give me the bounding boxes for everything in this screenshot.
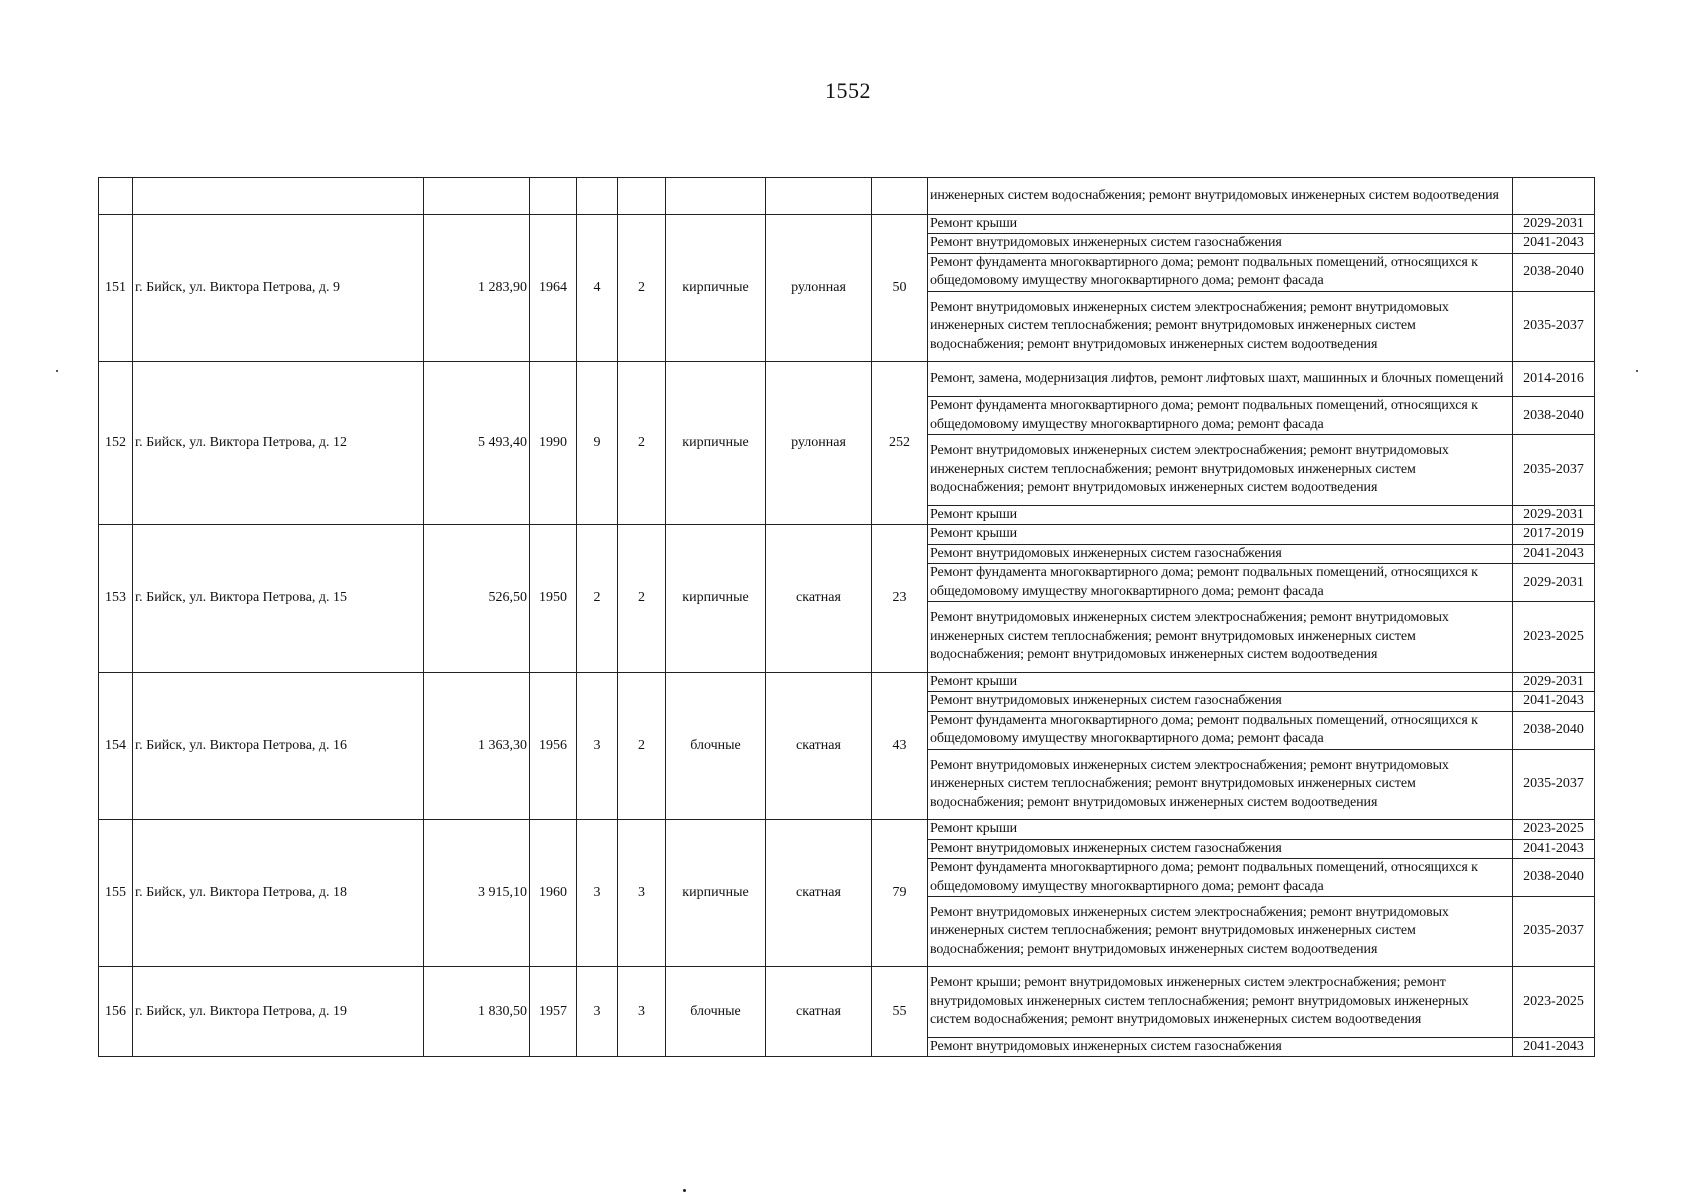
- building-address: г. Бийск, ул. Виктора Петрова, д. 12: [133, 362, 424, 525]
- work-description: Ремонт внутридомовых инженерных систем газоснабжения: [928, 692, 1513, 712]
- empty-cell: [766, 178, 872, 215]
- row-number: 152: [99, 362, 133, 525]
- floors-count: 3: [577, 820, 618, 967]
- building-address: г. Бийск, ул. Виктора Петрова, д. 19: [133, 967, 424, 1057]
- build-year: 1990: [530, 362, 577, 525]
- building-address: г. Бийск, ул. Виктора Петрова, д. 9: [133, 214, 424, 361]
- floors-count: 9: [577, 362, 618, 525]
- work-period: 2041-2043: [1513, 1037, 1595, 1057]
- work-description: Ремонт фундамента многоквартирного дома; ремонт подвальных помещений, относящихся к общедомовому имуществу многоквартирного дома; ремонт фасада: [928, 397, 1513, 435]
- work-period: 2038-2040: [1513, 859, 1595, 897]
- wall-material: блочные: [666, 672, 766, 819]
- work-description: Ремонт внутридомовых инженерных систем газоснабжения: [928, 234, 1513, 254]
- residents-count: 23: [872, 525, 928, 672]
- empty-cell: [666, 178, 766, 215]
- residents-count: 252: [872, 362, 928, 525]
- work-period: 2029-2031: [1513, 564, 1595, 602]
- work-description: Ремонт крыши: [928, 505, 1513, 525]
- row-number: 151: [99, 214, 133, 361]
- work-description: Ремонт крыши: [928, 820, 1513, 840]
- work-period: 2041-2043: [1513, 234, 1595, 254]
- table-body: [99, 178, 1595, 1057]
- work-period: 2029-2031: [1513, 505, 1595, 525]
- scan-speck: [56, 370, 58, 372]
- capital-repair-table: [98, 177, 1595, 1057]
- building-address: г. Бийск, ул. Виктора Петрова, д. 15: [133, 525, 424, 672]
- work-period: 2038-2040: [1513, 253, 1595, 291]
- floors-count: 3: [577, 672, 618, 819]
- work-period: 2035-2037: [1513, 291, 1595, 361]
- empty-cell: [133, 178, 424, 215]
- work-description: Ремонт крыши; ремонт внутридомовых инженерных систем электроснабжения; ремонт внутридомовых инженерных систем теплоснабжения; ремонт внутридомовых инженерных систем водоснабжения; ремонт внутридомовых инженерных систем водоотведения: [928, 967, 1513, 1037]
- empty-cell: [872, 178, 928, 215]
- work-period: 2014-2016: [1513, 362, 1595, 397]
- work-description: Ремонт крыши: [928, 525, 1513, 545]
- work-period: 2041-2043: [1513, 839, 1595, 859]
- table-row: [99, 967, 1595, 1037]
- work-description: Ремонт фундамента многоквартирного дома; ремонт подвальных помещений, относящихся к общедомовому имуществу многоквартирного дома; ремонт фасада: [928, 711, 1513, 749]
- work-period: 2041-2043: [1513, 692, 1595, 712]
- empty-cell: [424, 178, 530, 215]
- work-description: Ремонт внутридомовых инженерных систем газоснабжения: [928, 544, 1513, 564]
- work-description: Ремонт внутридомовых инженерных систем газоснабжения: [928, 1037, 1513, 1057]
- work-period: 2023-2025: [1513, 602, 1595, 672]
- wall-material: кирпичные: [666, 362, 766, 525]
- work-period: 2029-2031: [1513, 214, 1595, 234]
- wall-material: блочные: [666, 967, 766, 1057]
- table-row: [99, 362, 1595, 397]
- floors-count: 2: [577, 525, 618, 672]
- residents-count: 79: [872, 820, 928, 967]
- build-year: 1957: [530, 967, 577, 1057]
- floors-count: 3: [577, 967, 618, 1057]
- roof-type: рулонная: [766, 362, 872, 525]
- wall-material: кирпичные: [666, 820, 766, 967]
- total-area: 1 283,90: [424, 214, 530, 361]
- row-number: 153: [99, 525, 133, 672]
- residents-count: 55: [872, 967, 928, 1057]
- work-period: 2023-2025: [1513, 820, 1595, 840]
- roof-type: рулонная: [766, 214, 872, 361]
- work-period: 2035-2037: [1513, 435, 1595, 505]
- work-description: Ремонт внутридомовых инженерных систем газоснабжения: [928, 839, 1513, 859]
- work-period: 2038-2040: [1513, 397, 1595, 435]
- row-number: 154: [99, 672, 133, 819]
- total-area: 1 363,30: [424, 672, 530, 819]
- total-area: 3 915,10: [424, 820, 530, 967]
- empty-cell: [99, 178, 133, 215]
- work-period: 2035-2037: [1513, 897, 1595, 967]
- building-address: г. Бийск, ул. Виктора Петрова, д. 16: [133, 672, 424, 819]
- empty-cell: [577, 178, 618, 215]
- work-description: Ремонт внутридомовых инженерных систем электроснабжения; ремонт внутридомовых инженерных систем теплоснабжения; ремонт внутридомовых инженерных систем водоснабжения; ремонт внутридомовых инженерных систем водоотведения: [928, 897, 1513, 967]
- work-period: 2029-2031: [1513, 672, 1595, 692]
- total-area: 5 493,40: [424, 362, 530, 525]
- roof-type: скатная: [766, 525, 872, 672]
- entrances-count: 3: [618, 967, 666, 1057]
- work-description: Ремонт фундамента многоквартирного дома; ремонт подвальных помещений, относящихся к общедомовому имуществу многоквартирного дома; ремонт фасада: [928, 564, 1513, 602]
- work-description: инженерных систем водоснабжения; ремонт внутридомовых инженерных систем водоотведения: [928, 178, 1513, 215]
- floors-count: 4: [577, 214, 618, 361]
- entrances-count: 2: [618, 362, 666, 525]
- residents-count: 43: [872, 672, 928, 819]
- roof-type: скатная: [766, 672, 872, 819]
- work-period: [1513, 178, 1595, 215]
- building-address: г. Бийск, ул. Виктора Петрова, д. 18: [133, 820, 424, 967]
- entrances-count: 3: [618, 820, 666, 967]
- roof-type: скатная: [766, 967, 872, 1057]
- work-period: 2041-2043: [1513, 544, 1595, 564]
- work-description: Ремонт, замена, модернизация лифтов, ремонт лифтовых шахт, машинных и блочных помещений: [928, 362, 1513, 397]
- total-area: 1 830,50: [424, 967, 530, 1057]
- wall-material: кирпичные: [666, 525, 766, 672]
- empty-cell: [530, 178, 577, 215]
- table-row: [99, 214, 1595, 234]
- build-year: 1950: [530, 525, 577, 672]
- work-description: Ремонт фундамента многоквартирного дома; ремонт подвальных помещений, относящихся к общедомовому имуществу многоквартирного дома; ремонт фасада: [928, 253, 1513, 291]
- work-period: 2017-2019: [1513, 525, 1595, 545]
- entrances-count: 2: [618, 525, 666, 672]
- row-number: 156: [99, 967, 133, 1057]
- work-period: 2038-2040: [1513, 711, 1595, 749]
- entrances-count: 2: [618, 672, 666, 819]
- empty-cell: [618, 178, 666, 215]
- row-number: 155: [99, 820, 133, 967]
- work-period: 2023-2025: [1513, 967, 1595, 1037]
- work-description: Ремонт внутридомовых инженерных систем электроснабжения; ремонт внутридомовых инженерных систем теплоснабжения; ремонт внутридомовых инженерных систем водоснабжения; ремонт внутридомовых инженерных систем водоотведения: [928, 435, 1513, 505]
- entrances-count: 2: [618, 214, 666, 361]
- work-description: Ремонт фундамента многоквартирного дома; ремонт подвальных помещений, относящихся к общедомовому имуществу многоквартирного дома; ремонт фасада: [928, 859, 1513, 897]
- page-number: 1552: [825, 78, 871, 103]
- table-row: [99, 672, 1595, 692]
- work-description: Ремонт внутридомовых инженерных систем электроснабжения; ремонт внутридомовых инженерных систем теплоснабжения; ремонт внутридомовых инженерных систем водоснабжения; ремонт внутридомовых инженерных систем водоотведения: [928, 602, 1513, 672]
- work-description: Ремонт крыши: [928, 672, 1513, 692]
- continuation-row: [99, 178, 1595, 215]
- roof-type: скатная: [766, 820, 872, 967]
- total-area: 526,50: [424, 525, 530, 672]
- wall-material: кирпичные: [666, 214, 766, 361]
- work-description: Ремонт внутридомовых инженерных систем электроснабжения; ремонт внутридомовых инженерных систем теплоснабжения; ремонт внутридомовых инженерных систем водоснабжения; ремонт внутридомовых инженерных систем водоотведения: [928, 749, 1513, 819]
- work-period: 2035-2037: [1513, 749, 1595, 819]
- work-description: Ремонт крыши: [928, 214, 1513, 234]
- table-row: [99, 525, 1595, 545]
- work-description: Ремонт внутридомовых инженерных систем электроснабжения; ремонт внутридомовых инженерных систем теплоснабжения; ремонт внутридомовых инженерных систем водоснабжения; ремонт внутридомовых инженерных систем водоотведения: [928, 291, 1513, 361]
- build-year: 1956: [530, 672, 577, 819]
- scan-speck: [1636, 370, 1638, 372]
- build-year: 1960: [530, 820, 577, 967]
- residents-count: 50: [872, 214, 928, 361]
- build-year: 1964: [530, 214, 577, 361]
- table-row: [99, 820, 1595, 840]
- scan-speck: [683, 1189, 686, 1192]
